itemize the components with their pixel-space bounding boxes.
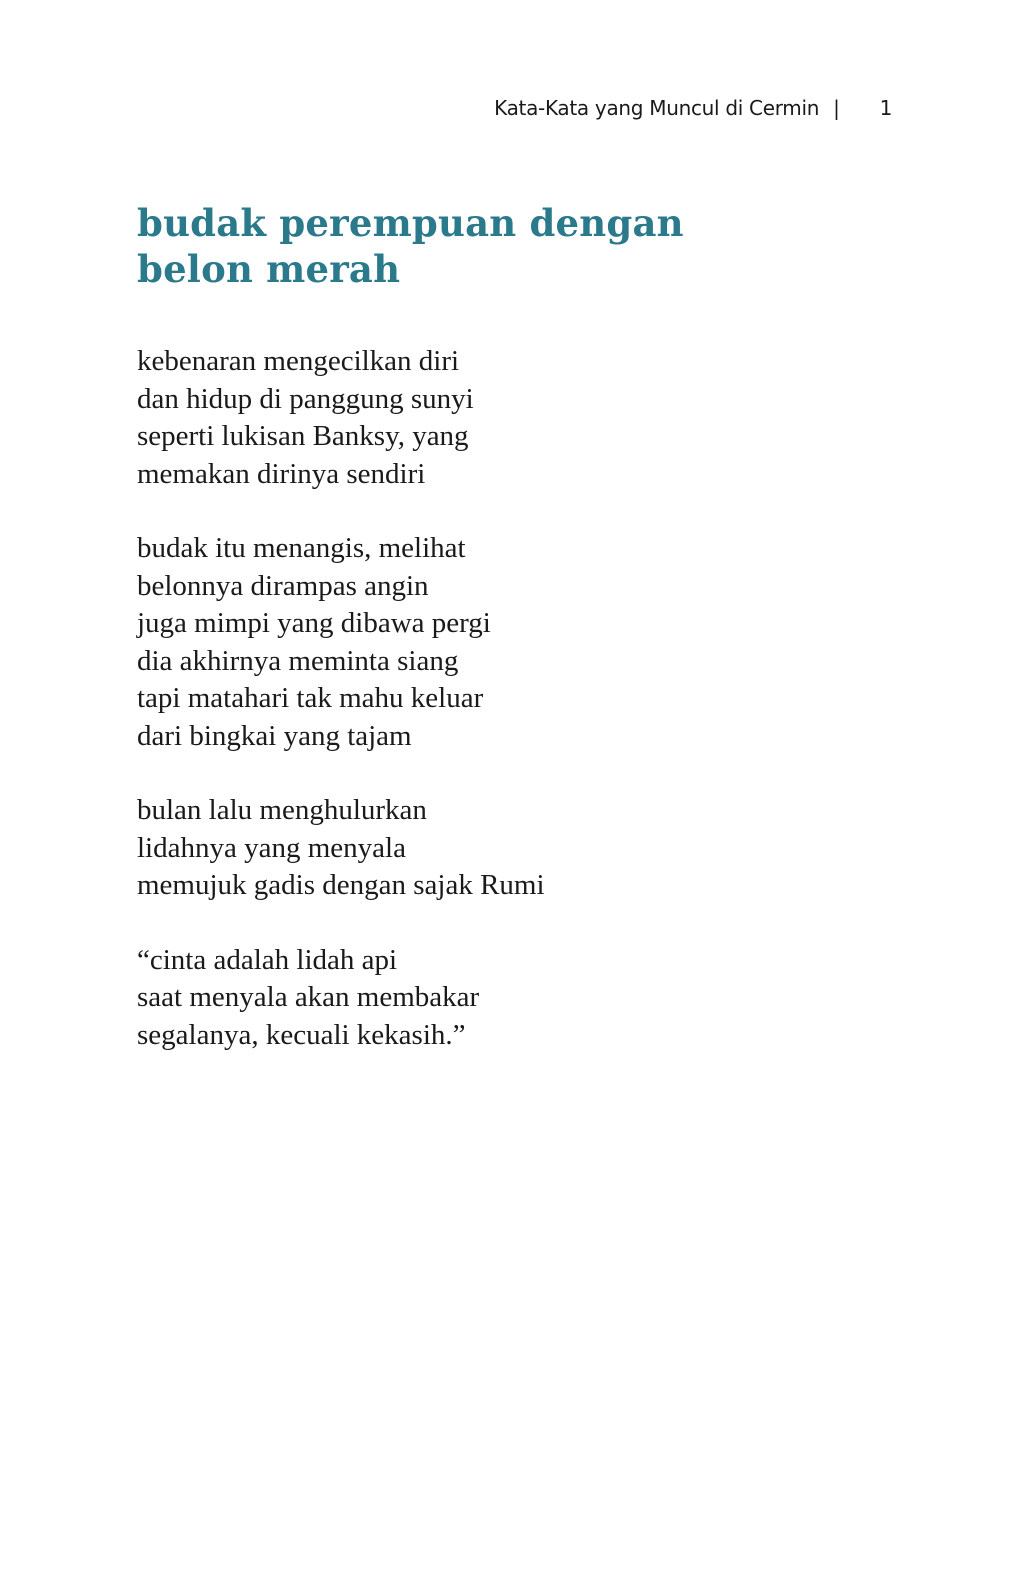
poem-line: bulan lalu menghulurkan bbox=[137, 794, 427, 826]
poem-line: seperti lukisan Banksy, yang bbox=[137, 420, 469, 452]
stanza bbox=[137, 343, 857, 493]
poem-line: memujuk gadis dengan sajak Rumi bbox=[137, 869, 545, 901]
poem-title bbox=[137, 200, 757, 292]
poem-line: segalanya, kecuali kekasih.” bbox=[137, 1018, 466, 1051]
header-separator: | bbox=[833, 96, 840, 120]
poem-line: lidahnya yang menyala bbox=[137, 831, 406, 864]
poem-body bbox=[137, 343, 857, 1091]
poem-title-line: budak perempuan dengan bbox=[137, 201, 684, 245]
poem-line: dan hidup di panggung sunyi bbox=[137, 382, 474, 415]
poem-line: budak itu menangis, melihat bbox=[137, 532, 466, 564]
stanza bbox=[137, 792, 857, 905]
poem-line: juga mimpi yang dibawa pergi bbox=[137, 607, 491, 639]
poem-line: saat menyala akan membakar bbox=[137, 981, 480, 1013]
running-header bbox=[494, 96, 892, 120]
page-number: 1 bbox=[879, 96, 892, 120]
poem-line: belonnya dirampas angin bbox=[137, 569, 429, 602]
book-title: Kata-Kata yang Muncul di Cermin bbox=[494, 96, 820, 120]
poem-line: dari bingkai yang tajam bbox=[137, 719, 412, 752]
poem-line: tapi matahari tak mahu keluar bbox=[137, 682, 484, 714]
poem-title-line: belon merah bbox=[137, 247, 401, 291]
poem-line: “cinta adalah lidah api bbox=[137, 943, 398, 976]
stanza bbox=[137, 942, 857, 1055]
poem-line: kebenaran mengecilkan diri bbox=[137, 345, 460, 377]
poem-line: dia akhirnya meminta siang bbox=[137, 644, 459, 677]
poem-line: memakan dirinya sendiri bbox=[137, 457, 426, 490]
stanza bbox=[137, 530, 857, 755]
